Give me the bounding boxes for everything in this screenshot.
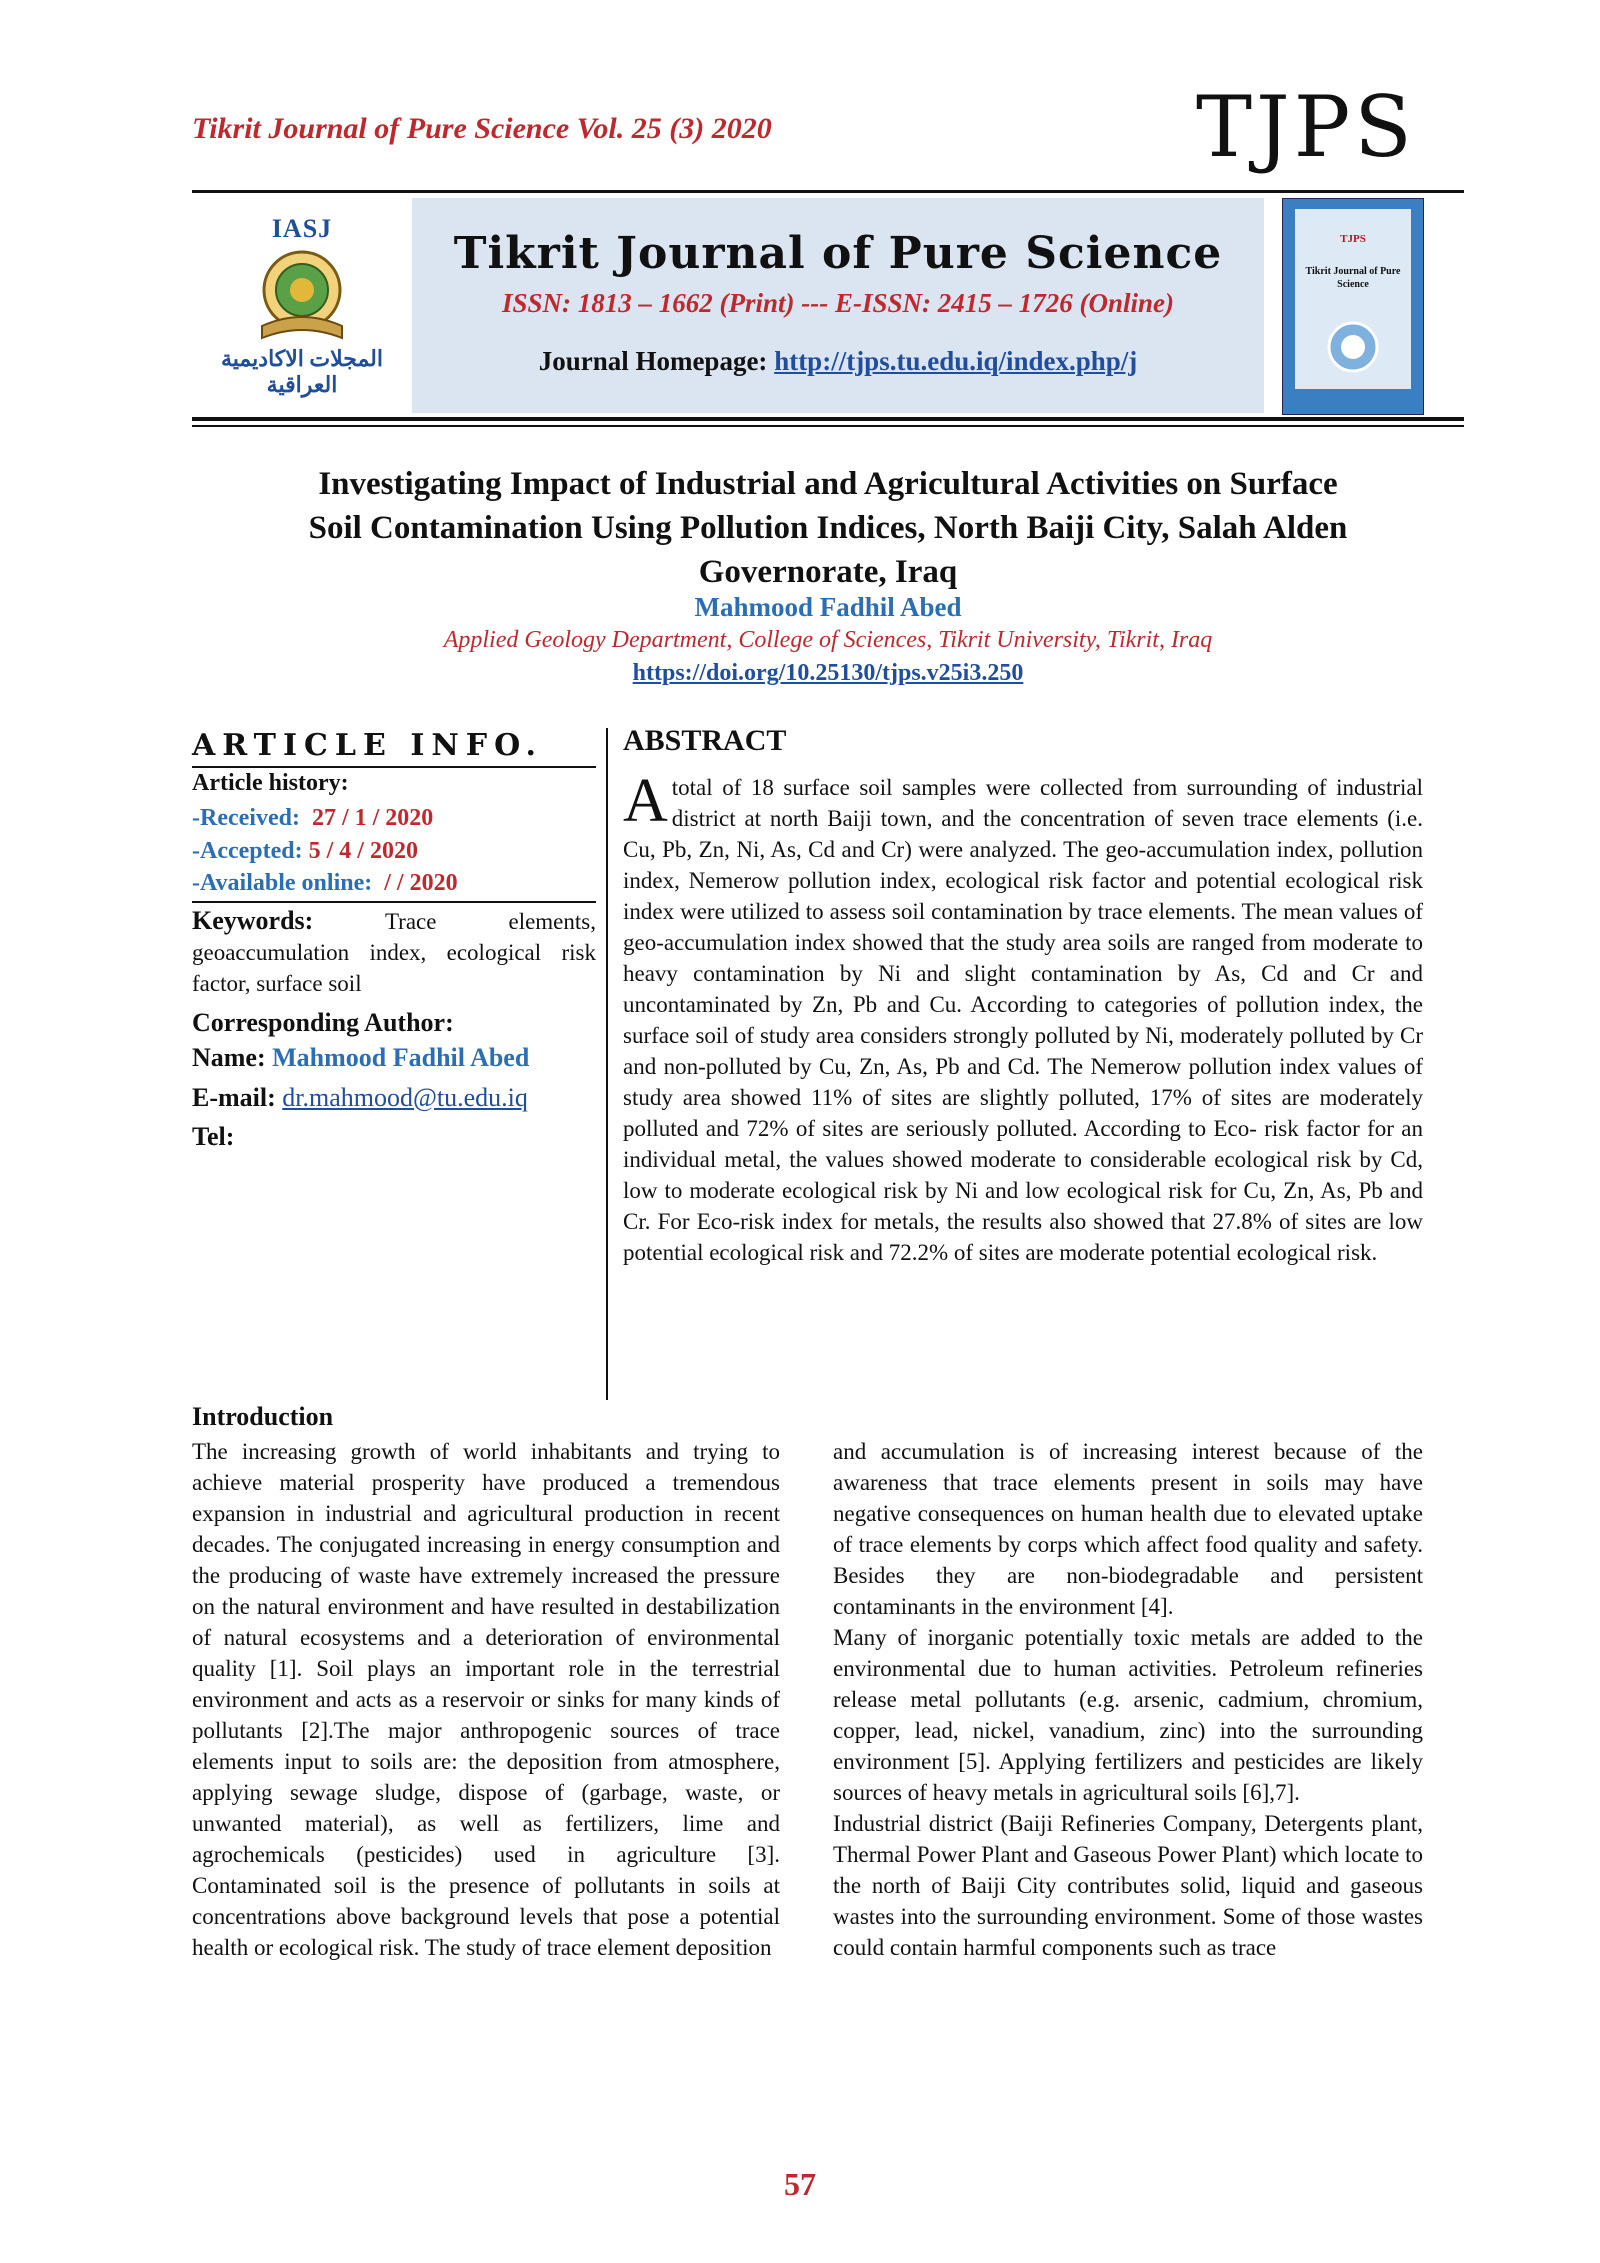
iasj-arabic-name: المجلات الاكاديمية العراقية <box>221 346 383 397</box>
article-info-heading: ARTICLE INFO. <box>192 728 543 763</box>
received-date <box>192 805 433 832</box>
intro-paragraph: The increasing growth of world inhabitants and trying to achieve material prosperity have produced a tremendous expansion in industrial and agricultural production in recent decades. The conjugated increasing in energy consumption and the producing of waste have extremely increased the pressure on the natural environment and have resulted in destabilization of natural ecosystems and a deterioration of environmental quality [1]. Soil plays an important role in the terrestrial environment and acts as a reservoir or sinks for many kinds of pollutants [2].The major anthropogenic sources of trace elements input to soils are: the deposition from atmosphere, applying sewage sludge, dispose of (garbage, waste, or unwanted material), as well as fertilizers, lime and agrochemicals (pesticides) used in agriculture [3]. Contaminated soil is the presence of pollutants in soils at concentrations above background levels that pose a potential health or ecological risk. The study of trace element deposition <box>192 1439 780 1960</box>
banner-bottom-rule-thin <box>192 425 1464 427</box>
name-label: Name: <box>192 1043 273 1072</box>
available-value: / / 2020 <box>384 870 458 896</box>
paper-title <box>192 462 1464 594</box>
homepage-label: Journal Homepage: <box>538 346 775 376</box>
intro-paragraph: Industrial district (Baiji Refineries Company, Detergents plant, Thermal Power Plant and Gaseous Power Plant) which locate to the north of Baiji City contributes solid, liquid and gaseous wastes into the surrounding environment. Some of those wastes could contain harmful components such as trace <box>833 1811 1423 1960</box>
introduction-heading: Introduction <box>192 1402 334 1431</box>
accepted-label: -Accepted: <box>192 838 303 864</box>
paper-doi <box>192 660 1464 687</box>
cover-title: Tikrit Journal of Pure Science <box>1305 266 1401 290</box>
corresponding-author-label: Corresponding Author: <box>192 1008 454 1037</box>
column-divider <box>606 728 608 1400</box>
journal-cover-image <box>1264 198 1464 413</box>
journal-brand: TJPS <box>1196 78 1416 176</box>
abstract-body <box>623 767 1423 1268</box>
paper-title-line: Investigating Impact of Industrial and Agricultural Activities on Surface <box>318 466 1338 502</box>
keywords-value: Trace elements, geoaccumulation index, ecological risk factor, surface soil <box>192 909 596 996</box>
journal-homepage <box>412 346 1264 377</box>
email-link[interactable]: dr.mahmood@tu.edu.iq <box>282 1083 528 1112</box>
cover-frame <box>1282 198 1424 415</box>
cover-emblem-icon <box>1325 319 1381 375</box>
iasj-logo <box>192 198 412 413</box>
intro-paragraph: and accumulation is of increasing interest because of the awareness that trace elements present in soils may have negative consequences on human health due to elevated uptake of trace elements by corps which affect food quality and safety. Besides they are non-biodegradable and persistent contaminants in the environment [4]. <box>833 1439 1423 1619</box>
email-label: E-mail: <box>192 1083 283 1112</box>
abstract-dropcap: A <box>623 767 668 835</box>
journal-banner <box>192 198 1464 413</box>
corresponding-tel: Tel: <box>192 1122 235 1151</box>
journal-title: Tikrit Journal of Pure Science <box>453 228 1223 279</box>
banner-top-rule <box>192 190 1464 193</box>
keywords-label: Keywords: <box>192 906 314 935</box>
keywords <box>192 905 596 999</box>
available-date <box>192 870 458 897</box>
journal-issn: ISSN: 1813 – 1662 (Print) --- E-ISSN: 2415 – 1726 (Online) <box>501 288 1175 318</box>
corresponding-email <box>192 1083 528 1113</box>
iasj-logo-text: IASJ <box>271 214 333 243</box>
article-info-rule <box>192 901 596 903</box>
article-history-label: Article history: <box>192 770 349 796</box>
introduction-right-column <box>833 1436 1423 1963</box>
name-value: Mahmood Fadhil Abed <box>272 1043 530 1072</box>
cover-brand: TJPS <box>1340 233 1366 245</box>
paper-title-line: Soil Contamination Using Pollution Indices, North Baiji City, Salah Alden <box>308 510 1348 546</box>
abstract-text: total of 18 surface soil samples were collected from surrounding of industrial district at north Baiji town, and the concentration of seven trace elements (i.e. Cu, Pb, Zn, Ni, As, Cd and Cr) were analyzed. The geo-accumulation index, pollution index, Nemerow pollution index, ecological risk factor and potential ecological risk index were utilized to assess soil contamination by trace elements. The mean values of geo-accumulation index showed that the study area soils are ranged from moderate to heavy contamination by Ni and slight contamination by As, Cd and Cr and uncontaminated by Zn, Pb and Cu. According to categories of pollution index, the surface soil of study area considers strongly polluted by Ni, moderately polluted by Cr and non-polluted by Cu, Zn, As, Pb and Cd. The Nemerow pollution index values of study area showed 11% of sites are slightly polluted, 17% of sites are moderately polluted and 72% of sites are seriously polluted. According to Eco- risk factor for an individual metal, the values showed moderate to considerable ecological risk by Cd, low to moderate ecological risk by Ni and low ecological risk for Cu, Zn, As, Pb and Cr. For Eco-risk index for metals, the results also showed that 27.8% of sites are low potential ecological risk and 72.2% of sites are moderate potential ecological risk. <box>623 775 1423 1265</box>
banner-bottom-rule <box>192 417 1464 421</box>
iasj-emblem-icon <box>254 246 350 342</box>
homepage-link[interactable]: http://tjps.tu.edu.iq/index.php/j <box>774 346 1138 376</box>
page-number: 57 <box>784 2166 816 2202</box>
accepted-date <box>192 838 418 865</box>
abstract-heading: ABSTRACT <box>623 724 787 757</box>
accepted-value: 5 / 4 / 2020 <box>308 838 418 864</box>
doi-link[interactable]: https://doi.org/10.25130/tjps.v25i3.250 <box>632 660 1024 686</box>
running-header: Tikrit Journal of Pure Science Vol. 25 (3) 2020 <box>192 112 772 145</box>
available-label: -Available online: <box>192 870 373 896</box>
corresponding-name <box>192 1043 529 1073</box>
introduction-left-column <box>192 1436 780 1963</box>
intro-paragraph: Many of inorganic potentially toxic metals are added to the environmental due to human activities. Petroleum refineries release metal pollutants (e.g. arsenic, cadmium, chromium, copper, lead, nickel, vanadium, zinc) into the surrounding environment [5]. Applying fertilizers and pesticides are likely sources of heavy metals in agricultural soils [6],7]. <box>833 1625 1423 1805</box>
paper-author: Mahmood Fadhil Abed <box>694 592 962 622</box>
received-value: 27 / 1 / 2020 <box>311 805 434 831</box>
received-label: -Received: <box>192 805 300 831</box>
banner-center <box>412 198 1264 413</box>
paper-title-line: Governorate, Iraq <box>698 554 958 590</box>
article-info-rule <box>192 766 596 768</box>
cover-card <box>1295 209 1411 389</box>
paper-affiliation: Applied Geology Department, College of Sciences, Tikrit University, Tikrit, Iraq <box>443 627 1213 653</box>
